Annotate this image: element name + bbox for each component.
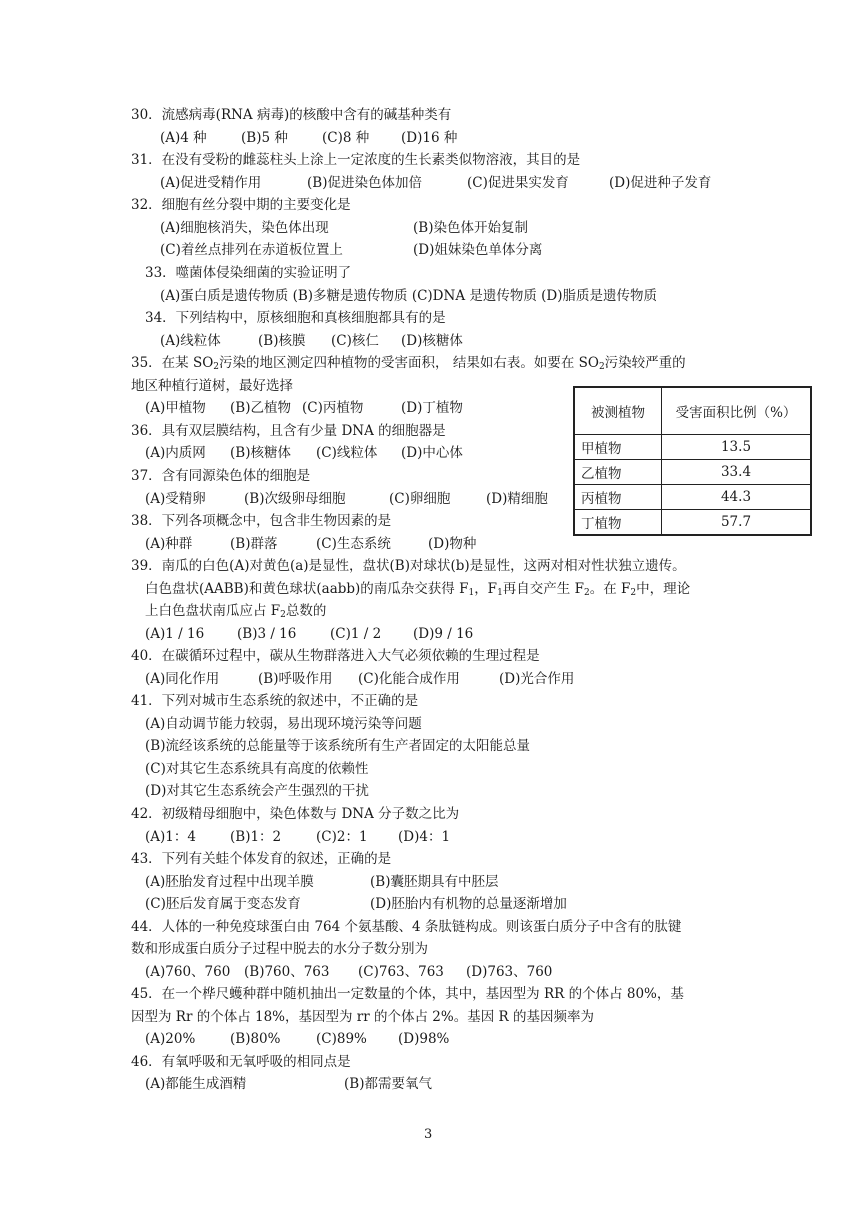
q31-option-a: (A)促进受精作用 xyxy=(160,175,262,191)
damage-area-table xyxy=(573,386,812,536)
q35-option-a: (A)甲植物 xyxy=(145,400,206,416)
table-cell-plant: 甲植物 xyxy=(574,435,662,460)
q46-option-a: (A)都能生成酒精 xyxy=(145,1076,247,1092)
q40-option-c: (C)化能合成作用 xyxy=(358,671,460,687)
q39-stem-line3: 上白色盘状南瓜应占 $F_2$总数的 xyxy=(145,603,327,620)
table-cell-plant: 丙植物 xyxy=(574,485,662,510)
table-cell-value: 44.3 xyxy=(662,485,812,510)
table-row xyxy=(574,485,811,510)
q33-options: (A)蛋白质是遗传物质 (B)多糖是遗传物质 (C)DNA 是遗传物质 (D)脂质是遗传物质 xyxy=(160,288,658,304)
q40-option-b: (B)呼吸作用 xyxy=(258,671,333,687)
q38-option-d: (D)物种 xyxy=(428,536,477,552)
q41-stem: 41．下列对城市生态系统的叙述中，不正确的是 xyxy=(131,693,419,709)
q37-stem: 37．含有同源染色体的细胞是 xyxy=(131,468,311,484)
q41-option-a: (A)自动调节能力较弱，易出现环境污染等问题 xyxy=(145,716,422,732)
q35-option-d: (D)丁植物 xyxy=(401,400,463,416)
q39-stem-line1: 39．南瓜的白色(A)对黄色(a)是显性，盘状(B)对球状(b)是显性，这两对相对性状独立遗传。 xyxy=(131,558,686,574)
q43-option-a: (A)胚胎发育过程中出现羊膜 xyxy=(145,874,314,890)
q31-option-d: (D)促进种子发育 xyxy=(609,175,712,191)
q42-option-c: (C)2：1 xyxy=(316,829,368,845)
q30-option-d: (D)16 种 xyxy=(401,130,458,146)
page-number: 3 xyxy=(424,1127,433,1142)
q37-option-a: (A)受精卵 xyxy=(145,491,206,507)
table-cell-plant: 乙植物 xyxy=(574,460,662,485)
q44-stem-line2: 数和形成蛋白质分子过程中脱去的水分子数分别为 xyxy=(131,941,428,957)
table-row xyxy=(574,435,811,460)
q44-stem-line1: 44．人体的一种免疫球蛋白由 764 个氨基酸、4 条肽链构成。则该蛋白质分子中含有的肽键 xyxy=(131,919,682,935)
q45-stem-line2: 因型为 Rr 的个体占 18%，基因型为 rr 的个体占 2%。基因 R 的基因频率为 xyxy=(131,1009,594,1025)
q31-option-b: (B)促进染色体加倍 xyxy=(307,175,422,191)
q39-option-c: (C)1 / 2 xyxy=(330,626,382,642)
q34-option-a: (A)线粒体 xyxy=(160,333,221,349)
q35-stem-line2: 地区种植行道树，最好选择 xyxy=(131,378,293,394)
q40-option-d: (D)光合作用 xyxy=(499,671,575,687)
q32-stem: 32．细胞有丝分裂中期的主要变化是 xyxy=(131,197,351,213)
q43-option-d: (D)胚胎内有机物的总量逐渐增加 xyxy=(370,896,567,912)
table-cell-value: 13.5 xyxy=(662,435,812,460)
q45-option-a: (A)20% xyxy=(145,1031,196,1047)
q42-option-d: (D)4：1 xyxy=(398,829,451,845)
q43-option-b: (B)囊胚期具有中胚层 xyxy=(370,874,499,890)
q36-option-c: (C)线粒体 xyxy=(316,445,378,461)
q34-stem: 34．下列结构中，原核细胞和真核细胞都具有的是 xyxy=(145,310,446,326)
q43-stem: 43．下列有关蛙个体发育的叙述，正确的是 xyxy=(131,851,392,867)
q38-option-c: (C)生态系统 xyxy=(316,536,391,552)
table-row xyxy=(574,460,811,485)
q34-option-d: (D)核糖体 xyxy=(401,333,463,349)
q44-option-d: (D)763、760 xyxy=(466,964,553,980)
table-header-ratio: 受害面积比例（%） xyxy=(662,387,812,435)
q42-stem: 42．初级精母细胞中，染色体数与 DNA 分子数之比为 xyxy=(131,806,460,822)
q34-option-c: (C)核仁 xyxy=(331,333,379,349)
q36-stem: 36．具有双层膜结构，且含有少量 DNA 的细胞器是 xyxy=(131,423,446,439)
q40-option-a: (A)同化作用 xyxy=(145,671,220,687)
table-cell-plant: 丁植物 xyxy=(574,510,662,536)
q35-stem: 35．在某 $SO_2$污染的地区测定四种植物的受害面积， 结果如右表。如要在 $SO_2$污染较严重的 xyxy=(131,355,686,372)
q39-option-a: (A)1 / 16 xyxy=(145,626,205,642)
q32-option-a: (A)细胞核消失，染色体出现 xyxy=(160,220,329,236)
q45-option-b: (B)80% xyxy=(230,1031,281,1047)
q40-stem: 40．在碳循环过程中，碳从生物群落进入大气必须依赖的生理过程是 xyxy=(131,648,540,664)
q45-option-d: (D)98% xyxy=(398,1031,450,1047)
q37-option-c: (C)卵细胞 xyxy=(389,491,451,507)
q30-option-c: (C)8 种 xyxy=(322,130,370,146)
q46-option-b: (B)都需要氧气 xyxy=(344,1076,432,1092)
table-header-plant: 被测植物 xyxy=(574,387,662,435)
q41-option-b: (B)流经该系统的总能量等于该系统所有生产者固定的太阳能总量 xyxy=(145,738,530,754)
q46-stem: 46．有氧呼吸和无氧呼吸的相同点是 xyxy=(131,1054,351,1070)
q39-option-d: (D)9 / 16 xyxy=(413,626,474,642)
q30-option-b: (B)5 种 xyxy=(241,130,288,146)
q44-option-b: (B)760、763 xyxy=(244,964,330,980)
q33-stem: 33．噬菌体侵染细菌的实验证明了 xyxy=(145,265,352,281)
q41-option-d: (D)对其它生态系统会产生强烈的干扰 xyxy=(145,783,369,799)
q37-option-d: (D)精细胞 xyxy=(486,491,548,507)
q41-option-c: (C)对其它生态系统具有高度的依赖性 xyxy=(145,761,369,777)
q35-option-c: (C)丙植物 xyxy=(302,400,364,416)
q31-stem: 31．在没有受粉的雌蕊柱头上涂上一定浓度的生长素类似物溶液，其目的是 xyxy=(131,152,581,168)
q30-option-a: (A)4 种 xyxy=(160,130,207,146)
q30-stem: 30．流感病毒(RNA 病毒)的核酸中含有的碱基种类有 xyxy=(131,107,452,123)
q44-option-c: (C)763、763 xyxy=(358,964,444,980)
q44-option-a: (A)760、760 xyxy=(145,964,231,980)
q31-option-c: (C)促进果实发育 xyxy=(467,175,569,191)
q32-option-b: (B)染色体开始复制 xyxy=(413,220,528,236)
table-cell-value: 33.4 xyxy=(662,460,812,485)
q45-stem-line1: 45．在一个桦尺蠖种群中随机抽出一定数量的个体，其中，基因型为 RR 的个体占 80%，基 xyxy=(131,986,684,1002)
table-cell-value: 57.7 xyxy=(662,510,812,536)
q35-option-b: (B)乙植物 xyxy=(230,400,291,416)
q32-option-d: (D)姐妹染色单体分离 xyxy=(413,242,543,258)
q37-option-b: (B)次级卵母细胞 xyxy=(244,491,346,507)
q45-option-c: (C)89% xyxy=(316,1031,367,1047)
q38-option-a: (A)种群 xyxy=(145,536,193,552)
q38-option-b: (B)群落 xyxy=(230,536,278,552)
q43-option-c: (C)胚后发育属于变态发育 xyxy=(145,896,301,912)
q32-option-c: (C)着丝点排列在赤道板位置上 xyxy=(160,242,343,258)
q39-option-b: (B)3 / 16 xyxy=(237,626,297,642)
q38-stem: 38．下列各项概念中，包含非生物因素的是 xyxy=(131,513,392,529)
q36-option-d: (D)中心体 xyxy=(401,445,463,461)
q34-option-b: (B)核膜 xyxy=(258,333,306,349)
q42-option-b: (B)1：2 xyxy=(230,829,282,845)
q42-option-a: (A)1：4 xyxy=(145,829,196,845)
q39-stem-line2: 白色盘状(AABB)和黄色球状(aabb)的南瓜杂交获得 $F_1$，$F_1$再自交产生 $F_2$。在 $F_2$中，理论 xyxy=(145,581,691,598)
q36-option-a: (A)内质网 xyxy=(145,445,206,461)
table-row xyxy=(574,510,811,536)
q36-option-b: (B)核糖体 xyxy=(230,445,291,461)
